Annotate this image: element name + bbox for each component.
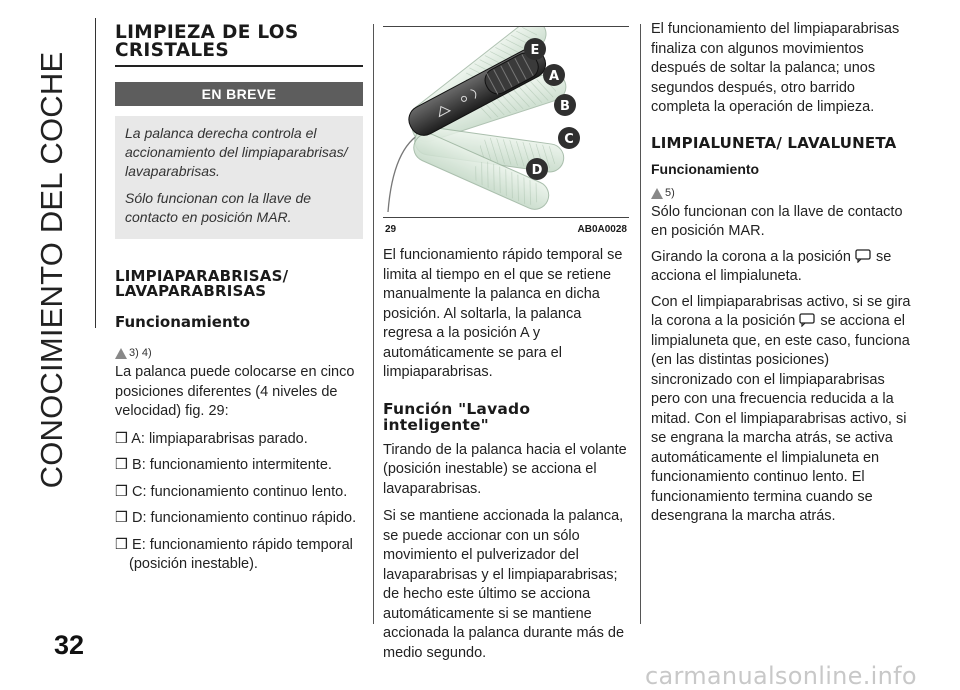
wiper-lever-illustration bbox=[383, 27, 629, 217]
paragraph-text: Con el limpiaparabrisas activo, si se gira la corona a la posición bbox=[651, 293, 911, 329]
list-item: ❒ C: funcionamiento continuo lento. bbox=[115, 483, 348, 500]
figure-wiper-lever bbox=[383, 26, 629, 235]
warning-refs bbox=[115, 345, 363, 359]
paragraph-text: se acciona el limpialuneta. bbox=[651, 248, 892, 284]
rear-wiper-icon bbox=[799, 313, 816, 327]
svg-text:D: D bbox=[531, 163, 543, 178]
column-2 bbox=[383, 20, 629, 663]
list-item: ❒ B: funcionamiento intermitente. bbox=[115, 457, 332, 473]
paragraph-text: se acciona el limpialuneta que, en este caso, funciona (en las distintas posiciones) sincronizado con el limpiaparabrisas pero con una frecuencia reducida a la mitad. Con el limpiaparabrisas activo, si se engrana la marcha atrás, se activa automáticamente el limpialuneta en funcionamiento continuo lento. El funcionamiento termina cuando se desengrana la marcha atrás. bbox=[651, 313, 910, 524]
list-item: ❒ D: funcionamiento continuo rápido. bbox=[115, 510, 357, 526]
paragraph bbox=[651, 248, 911, 287]
svg-text:B: B bbox=[560, 99, 570, 114]
subsubsection-heading: Funcionamiento bbox=[651, 160, 760, 177]
column-divider bbox=[640, 24, 641, 624]
subsection-heading: Función "Lavado inteligente" bbox=[383, 399, 531, 434]
watermark: carmanualsonline.info bbox=[645, 662, 917, 690]
column-3 bbox=[651, 20, 911, 527]
paragraph: El funcionamiento rápido temporal se limita al tiempo en el que se retiene manualmente la palanca en dicha posición. Al soltarla, la palanca regresa a la posición A y automáticamente se para el limpiaparabrisas. bbox=[383, 247, 623, 380]
warning-ref-text: 5) bbox=[665, 186, 675, 199]
summary-text: Sólo funcionan con la llave de contacto en posición MAR. bbox=[125, 190, 312, 225]
summary-text: La palanca derecha controla el accionamiento del limpiaparabrisas/ lavaparabrisas. bbox=[125, 125, 348, 179]
warning-refs bbox=[651, 185, 911, 199]
column-divider bbox=[373, 24, 374, 624]
side-rule bbox=[95, 18, 96, 328]
warning-ref-text: 3) 4) bbox=[129, 347, 152, 359]
figure-label-e bbox=[524, 38, 546, 60]
subsection-heading: LIMPIAPARABRISAS/ LAVAPARABRISAS bbox=[115, 267, 289, 300]
title-rule bbox=[115, 65, 363, 67]
paragraph-text: Girando la corona a la posición bbox=[651, 248, 851, 265]
paragraph: Tirando de la palanca hacia el volante (posición inestable) se acciona el lavaparabrisas. bbox=[383, 441, 627, 497]
svg-text:A: A bbox=[548, 69, 560, 84]
paragraph: Sólo funcionan con la llave de contacto en posición MAR. bbox=[651, 203, 903, 239]
column-1 bbox=[115, 20, 363, 582]
figure-label-b bbox=[554, 94, 576, 116]
subsubsection-heading: Funcionamiento bbox=[115, 313, 251, 331]
paragraph: La palanca puede colocarse en cinco posiciones diferentes (4 niveles de velocidad) fig. 29: bbox=[115, 364, 355, 419]
summary-box bbox=[115, 116, 363, 239]
paragraph bbox=[651, 293, 911, 527]
svg-text:E: E bbox=[530, 43, 540, 58]
page-number: 32 bbox=[54, 630, 85, 660]
figure-code: AB0A0028 bbox=[577, 224, 627, 235]
list-item: ❒ A: limpiaparabrisas parado. bbox=[115, 430, 308, 447]
rear-wiper-icon bbox=[855, 249, 872, 263]
subsection-heading: LIMPIALUNETA/ LAVALUNETA bbox=[651, 133, 897, 152]
en-breve-banner: EN BREVE bbox=[115, 82, 363, 106]
paragraph: El funcionamiento del limpiaparabrisas finaliza con algunos movimientos después de soltar la palanca; unos segundos después, otro barrido completa la operación de limpieza. bbox=[651, 21, 900, 115]
figure-number: 29 bbox=[385, 224, 397, 235]
warning-icon bbox=[651, 188, 663, 199]
warning-icon bbox=[115, 348, 127, 359]
side-section-title: CONOCIMIENTO DEL COCHE bbox=[34, 51, 69, 489]
section-title: LIMPIEZA DE LOS CRISTALES bbox=[115, 22, 299, 61]
paragraph: Si se mantiene accionada la palanca, se puede accionar con un sólo movimiento el pulverizador del lavaparabrisas y el limpiaparabrisas; de hecho este último se acciona automáticamente si se mantiene accionada la palanca durante más de medio segundo. bbox=[383, 508, 625, 661]
figure-label-a bbox=[543, 64, 565, 86]
figure-label-d bbox=[526, 158, 548, 180]
list-item: ❒ E: funcionamiento rápido temporal (posición inestable). bbox=[115, 536, 353, 572]
figure-label-c bbox=[558, 127, 580, 149]
svg-text:C: C bbox=[564, 132, 574, 147]
